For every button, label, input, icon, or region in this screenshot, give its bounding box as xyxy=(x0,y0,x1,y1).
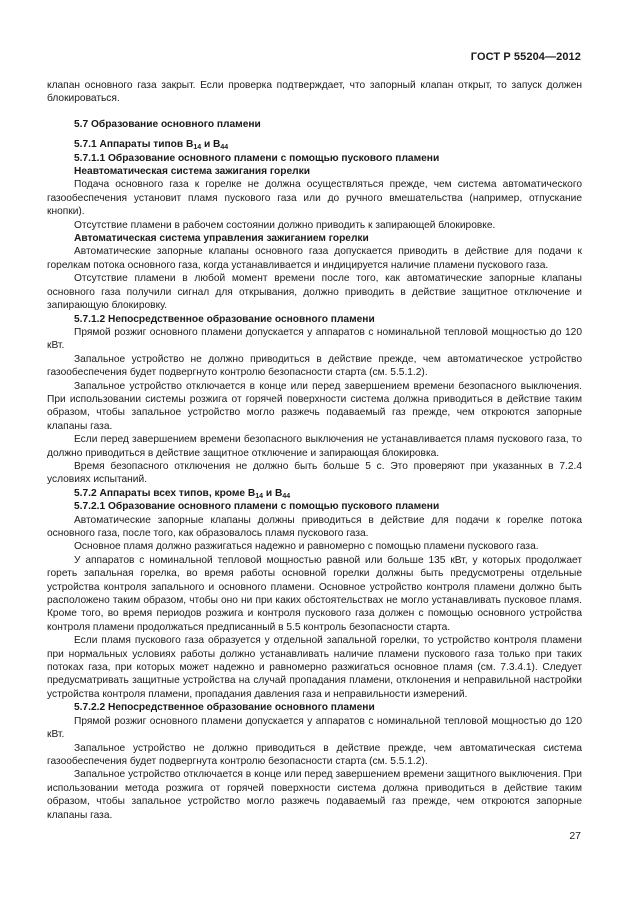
paragraph: Автоматические запорные клапаны основного газа допускается приводить в действие для подачи к горелкам потока основного газа, когда устанавливается и индицируется наличие пламени пускового газа. xyxy=(47,246,582,271)
paragraph: Основное пламя должно разжигаться надежно и равномерно с помощью пламени пускового газа. xyxy=(74,541,539,553)
paragraph: У аппаратов с номинальной тепловой мощностью равной или больше 135 кВт, у которых продолжает гореть запальная горелка, во время работы основной горелки должны быть предусмотрены отдельные устройства контроля запального и основного пламени. Основное устройство контроля пламени должно быть расположено таким образом, чтобы оно ни при каких обстоятельствах не могло устанавливать пусковое пламя. Кроме того, во время периодов розжига и контроля пускового газа должен с помощью основного устройства контроля пламени продолжаться предписанный в 5.5 контроль безопасности старта. xyxy=(47,554,582,633)
subsection-heading: 5.7.2.1 Образование основного пламени с помощью пускового пламени xyxy=(74,501,440,513)
paragraph: Отсутствие пламени в рабочем состоянии должно приводить к запирающей блокировке. xyxy=(74,219,496,231)
paragraph: Подача основного газа к горелке не должна осуществляться прежде, чем система автоматического газообеспечения установит пламя пускового газа или до ручного вмешательства (например, отпускание кнопки). xyxy=(47,179,582,218)
document-id: ГОСТ Р 55204—2012 xyxy=(470,51,581,63)
subsection-heading: Автоматическая система управления зажиганием горелки xyxy=(74,233,369,245)
subsection-heading: 5.7.1 Аппараты типов $B_{14}$ и $B_{44}$ xyxy=(74,139,229,152)
document-body xyxy=(47,79,582,822)
paragraph: Если пламя пускового газа образуется у отдельной запальной горелки, то устройство контроля пламени при нормальных условиях работы должно устанавливать наличие пламени пускового газа только при таких потоках газа, при которых может надежно и равномерно разжигаться основное пламя (см. 7.3.4.1). Следует предусматривать защитные устройства на случай пропадания пламени, отклонения и неправильной настройки устройства контроля пламени, пропадания давления газа и неправильности измерений. xyxy=(47,635,582,700)
paragraph: Запальное устройство не должно приводиться в действие прежде, чем автоматическая система газообеспечения будет подвергнута контролю безопасности старта (см. 5.5.1.2). xyxy=(47,742,582,767)
paragraph: Если перед завершением времени безопасного выключения не устанавливается пламя пускового газа, то должно приводиться в действие защитное отключение и запирающая блокировка. xyxy=(47,434,582,459)
subsection-heading: Неавтоматическая система зажигания горелки xyxy=(74,166,310,178)
paragraph: Запальное устройство не должно приводиться в действие прежде, чем автоматическое устройство газообеспечения будет подвергнуто контролю безопасности старта (см. 5.5.1.2). xyxy=(47,353,582,379)
paragraph: клапан основного газа закрыт. Если проверка подтверждает, что запорный клапан открыт, то запуск должен блокироваться. xyxy=(47,80,582,105)
subsection-heading: 5.7.1.2 Непосредственное образование основного пламени xyxy=(74,313,375,325)
subsection-heading: 5.7.1.1 Образование основного пламени с помощью пускового пламени xyxy=(74,152,440,164)
subsection-heading: 5.7.2.2 Непосредственное образование основного пламени xyxy=(74,702,375,714)
section-heading: 5.7 Образование основного пламени xyxy=(74,118,261,130)
paragraph: Запальное устройство отключается в конце или перед завершением времени безопасного выключения. При использовании системы розжига от горячей поверхности система должна приводиться в действие таким образом, чтобы запальное устройство могло разжечь подаваемый газ прежде, чем откроются запорные клапаны газа. xyxy=(47,380,582,432)
paragraph: Время безопасного отключения не должно быть больше 5 с. Это проверяют при указанных в 7.2.4 условиях испытаний. xyxy=(47,460,582,486)
paragraph: Отсутствие пламени в любой момент времени после того, как автоматические запорные клапаны основного газа получили сигнал для открывания, должно приводить в действие защитное отключение и запирающую блокировку. xyxy=(47,273,582,312)
paragraph: Запальное устройство отключается в конце или перед завершением времени защитного выключения. При использовании метода розжига от горячей поверхности система должна приводиться в действие таким образом, чтобы запальное устройство могло разжечь подаваемый газ прежде, чем откроются запорные клапаны газа. xyxy=(47,769,582,821)
paragraph: Прямой розжиг основного пламени допускается у аппаратов с номинальной тепловой мощностью до 120 кВт. xyxy=(47,715,582,741)
subsection-heading: 5.7.2 Аппараты всех типов, кроме $B_{14}$ и $B_{44}$ xyxy=(74,487,291,500)
page-number: 27 xyxy=(569,830,581,842)
paragraph: Автоматические запорные клапаны должны приводиться в действие для подачи к горелке потока основного газа, после того, как образовалось пламя пускового газа. xyxy=(47,514,582,539)
paragraph: Прямой розжиг основного пламени допускается у аппаратов с номинальной тепловой мощностью до 120 кВт. xyxy=(47,326,582,352)
